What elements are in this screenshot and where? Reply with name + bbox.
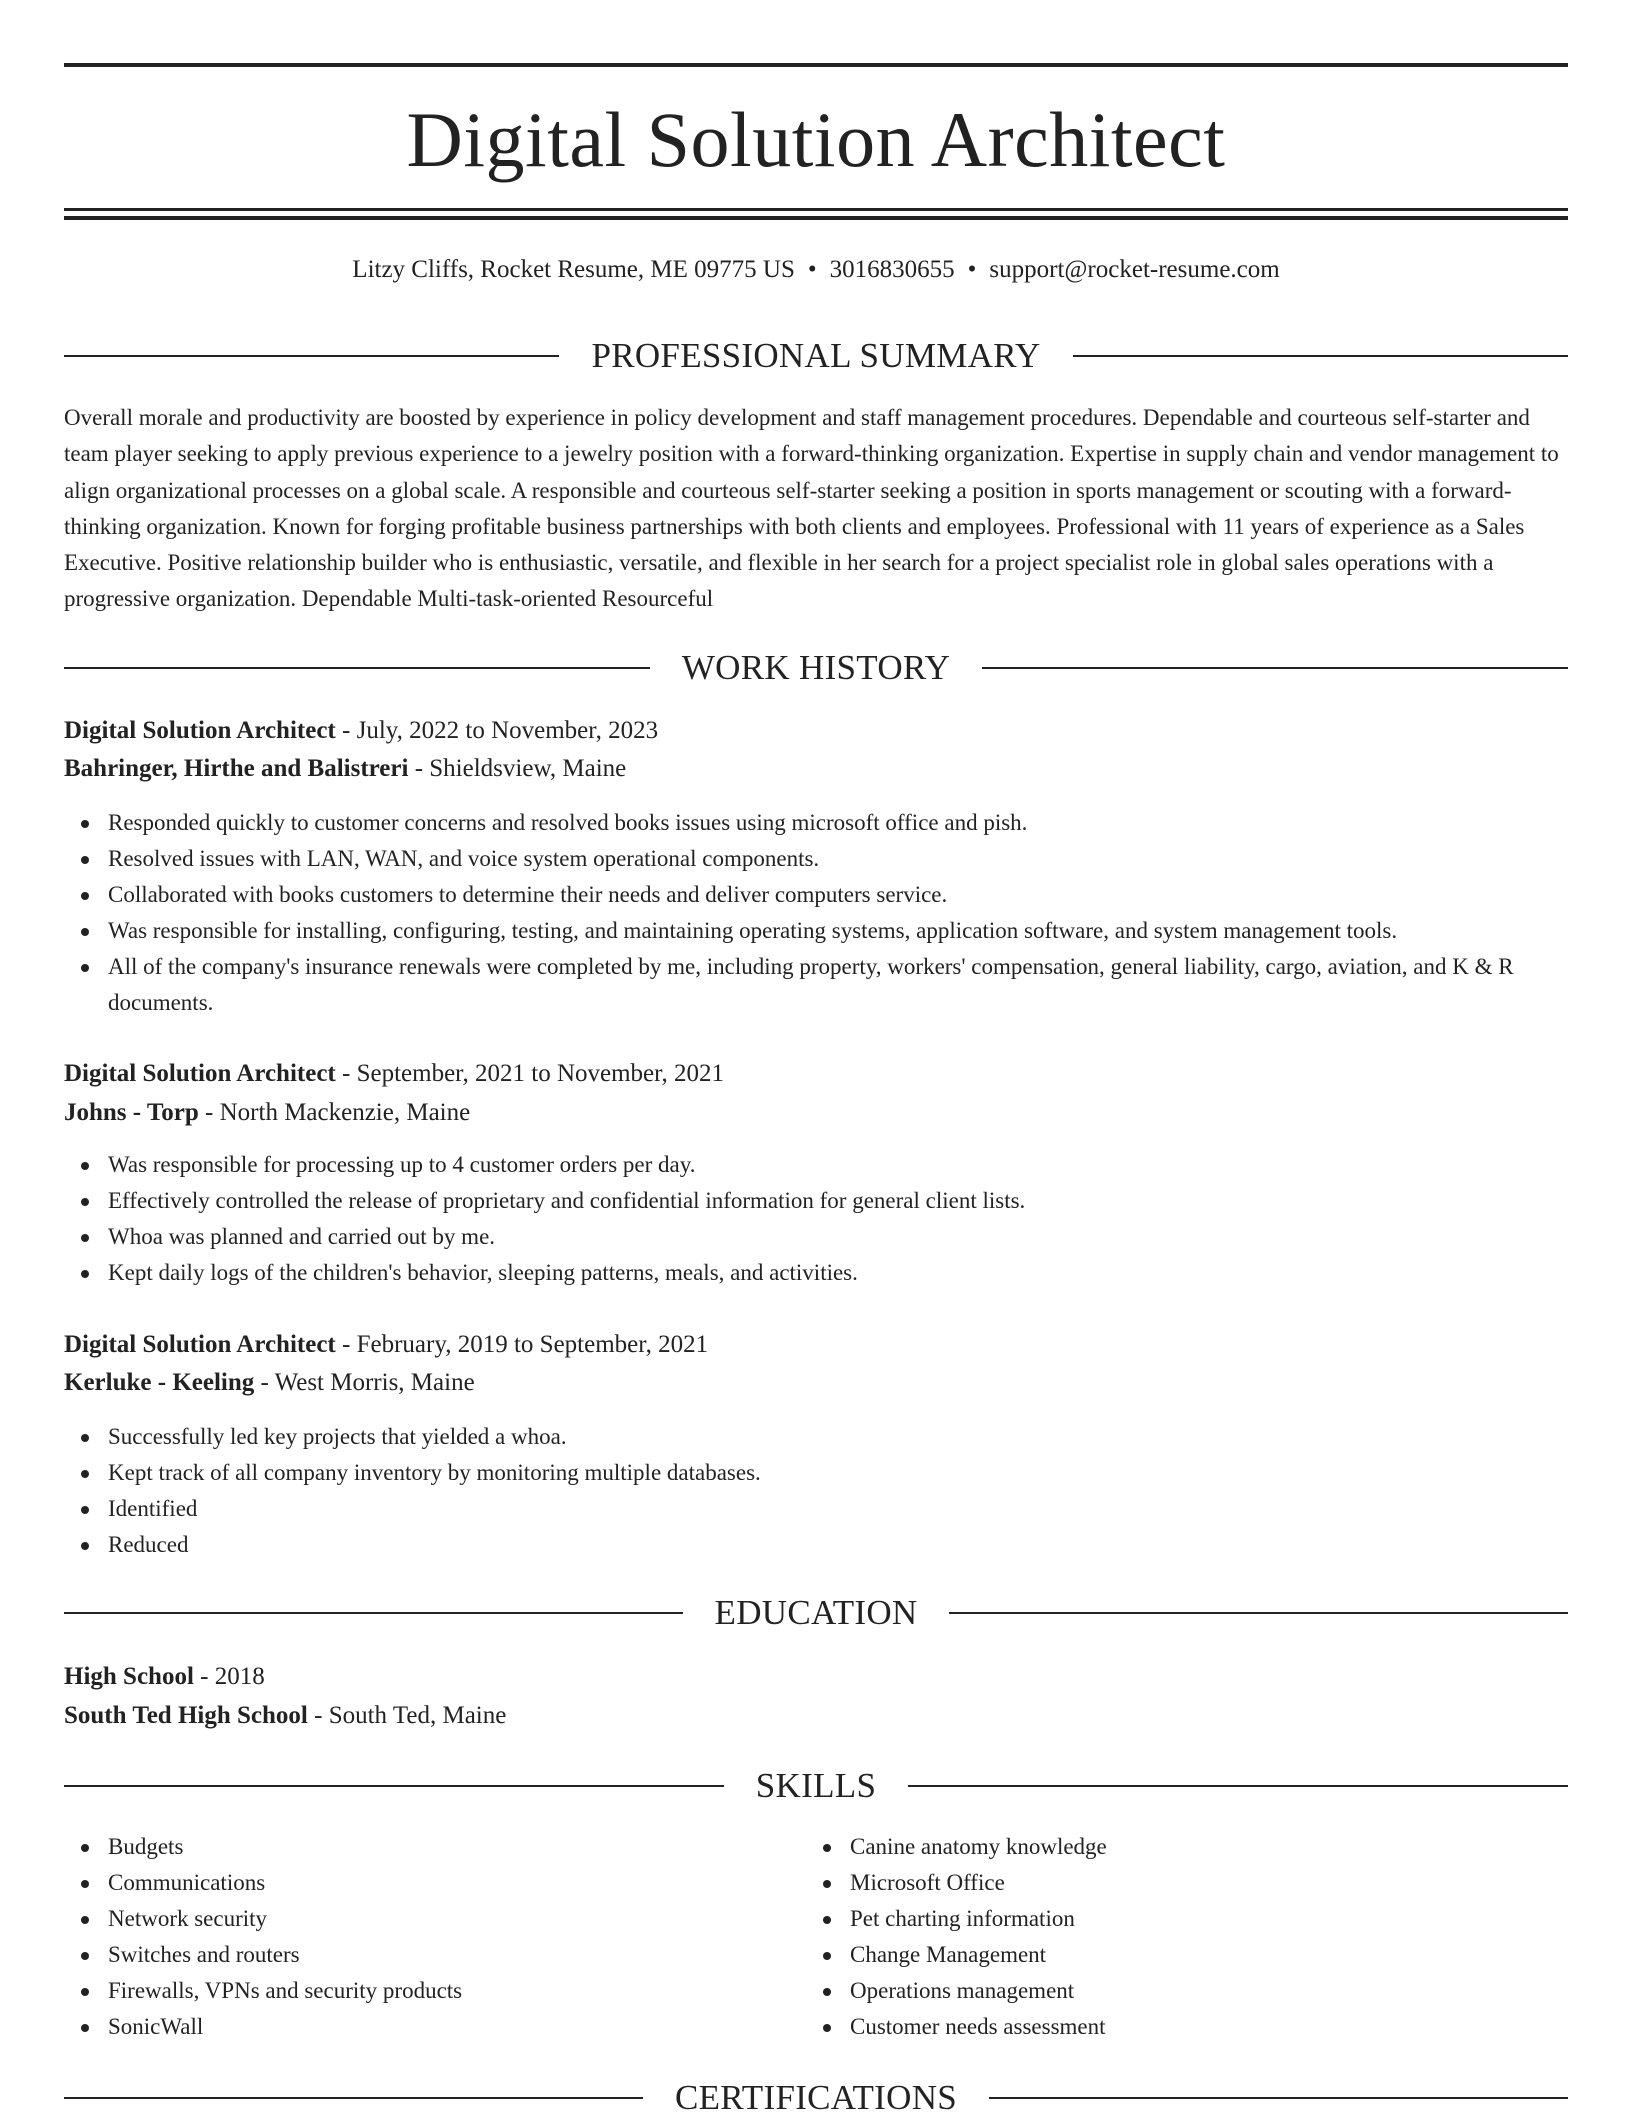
header-double-rule	[64, 208, 1568, 220]
list-item: Collaborated with books customers to determine their needs and deliver computers service.	[64, 877, 1568, 913]
contact-address: Litzy Cliffs, Rocket Resume, ME 09775 US	[352, 256, 795, 283]
section-header-skills	[64, 1766, 1568, 1806]
section-rule	[64, 355, 559, 357]
job-dates: - July, 2022 to November, 2023	[335, 717, 659, 744]
contact-line	[64, 254, 1568, 286]
list-item: Resolved issues with LAN, WAN, and voice system operational components.	[64, 841, 1568, 877]
section-rule	[64, 667, 650, 669]
job-location: - West Morris, Maine	[254, 1369, 475, 1396]
skill-item: Customer needs assessment	[806, 2009, 1632, 2045]
job-location: - North Mackenzie, Maine	[198, 1099, 471, 1126]
section-title-skills: SKILLS	[755, 1766, 877, 1805]
job-company-line	[64, 753, 1568, 785]
list-item: Reduced	[64, 1527, 1568, 1563]
skill-item: Switches and routers	[64, 1937, 1568, 1973]
job-company: Kerluke - Keeling	[64, 1369, 255, 1396]
section-rule	[1073, 355, 1568, 357]
skill-item: Pet charting information	[806, 1901, 1632, 1937]
skills-list-right	[806, 1829, 1632, 2045]
section-header-summary	[64, 336, 1568, 376]
skill-item: Canine anatomy knowledge	[806, 1829, 1632, 1865]
job-title-line	[64, 1329, 1568, 1361]
job-bullet-list	[64, 1419, 1568, 1563]
education-year: - 2018	[193, 1663, 265, 1690]
education-degree: High School	[64, 1663, 194, 1690]
list-item: Was responsible for installing, configuring, testing, and maintaining operating systems, application software, and system management tools.	[64, 913, 1568, 949]
section-rule	[982, 667, 1568, 669]
job-bullet-list	[64, 1147, 1568, 1291]
job-company: Johns - Torp	[64, 1099, 199, 1126]
list-item: Successfully led key projects that yielded a whoa.	[64, 1419, 1568, 1455]
education-school-line	[64, 1700, 1568, 1732]
skill-item: Operations management	[806, 1973, 1632, 2009]
job-company: Bahringer, Hirthe and Balistreri	[64, 755, 409, 782]
skill-item: Change Management	[806, 1937, 1632, 1973]
skill-item: Network security	[64, 1901, 1568, 1937]
list-item: Kept daily logs of the children's behavior, sleeping patterns, meals, and activities.	[64, 1255, 1568, 1291]
job-title: Digital Solution Architect	[64, 1331, 336, 1358]
job-company-line	[64, 1097, 1568, 1129]
job-location: - Shieldsview, Maine	[408, 755, 627, 782]
section-rule	[989, 2097, 1568, 2099]
list-item: All of the company's insurance renewals were completed by me, including property, workers' compensation, general liability, cargo, aviation, and K & R documents.	[64, 949, 1568, 1021]
skill-item: Firewalls, VPNs and security products	[64, 1973, 1568, 2009]
job-title: Digital Solution Architect	[64, 717, 336, 744]
job-dates: - February, 2019 to September, 2021	[335, 1331, 709, 1358]
contact-separator: •	[967, 256, 977, 283]
job-title: Digital Solution Architect	[64, 1060, 336, 1087]
education-degree-line	[64, 1661, 1568, 1693]
skill-item: SonicWall	[64, 2009, 1568, 2045]
section-title-certifications: CERTIFICATIONS	[674, 2078, 958, 2112]
section-rule	[949, 1612, 1568, 1614]
job-title-line	[64, 1058, 1568, 1090]
job-bullet-list	[64, 805, 1568, 1021]
list-item: Responded quickly to customer concerns and resolved books issues using microsoft office and pish.	[64, 805, 1568, 841]
skill-item: Budgets	[64, 1829, 1568, 1865]
contact-email: support@rocket-resume.com	[989, 256, 1280, 283]
list-item: Identified	[64, 1491, 1568, 1527]
job-dates: - September, 2021 to November, 2021	[335, 1060, 724, 1087]
section-rule	[64, 2097, 643, 2099]
section-rule	[908, 1785, 1568, 1787]
section-rule	[64, 1612, 683, 1614]
resume-title: Digital Solution Architect	[406, 96, 1226, 183]
contact-phone: 3016830655	[829, 256, 955, 283]
education-school: South Ted High School	[64, 1702, 308, 1729]
section-header-education	[64, 1593, 1568, 1633]
education-location: - South Ted, Maine	[307, 1702, 507, 1729]
section-rule	[64, 1785, 724, 1787]
summary-text: Overall morale and productivity are boosted by experience in policy development and staff management procedures. Dependable and courteous self-starter and team player seeking to apply previous experience to a jewelry position with a forward-thinking organization. Expertise in supply chain and vendor management to align organizational processes on a global scale. A responsible and courteous self-starter seeking a position in sports management or scouting with a forward-thinking organization. Known for forging profitable business partnerships with both clients and employees. Professional with 11 years of experience as a Sales Executive. Positive relationship builder who is enthusiastic, versatile, and flexible in her search for a project specialist role in global sales operations with a progressive organization. Dependable Multi-task-oriented Resourceful	[64, 405, 1559, 612]
section-title-education: EDUCATION	[714, 1593, 918, 1632]
section-title-summary: PROFESSIONAL SUMMARY	[591, 336, 1041, 375]
list-item: Kept track of all company inventory by monitoring multiple databases.	[64, 1455, 1568, 1491]
list-item: Was responsible for processing up to 4 customer orders per day.	[64, 1147, 1568, 1183]
job-title-line	[64, 715, 1568, 747]
job-company-line	[64, 1367, 1568, 1399]
skill-item: Communications	[64, 1865, 1568, 1901]
header-top-rule	[64, 63, 1568, 67]
contact-separator: •	[807, 256, 817, 283]
list-item: Effectively controlled the release of proprietary and confidential information for general client lists.	[64, 1183, 1568, 1219]
section-title-work: WORK HISTORY	[681, 648, 951, 687]
section-header-certifications	[64, 2078, 1568, 2112]
list-item: Whoa was planned and carried out by me.	[64, 1219, 1568, 1255]
section-header-work	[64, 648, 1568, 688]
skill-item: Microsoft Office	[806, 1865, 1632, 1901]
